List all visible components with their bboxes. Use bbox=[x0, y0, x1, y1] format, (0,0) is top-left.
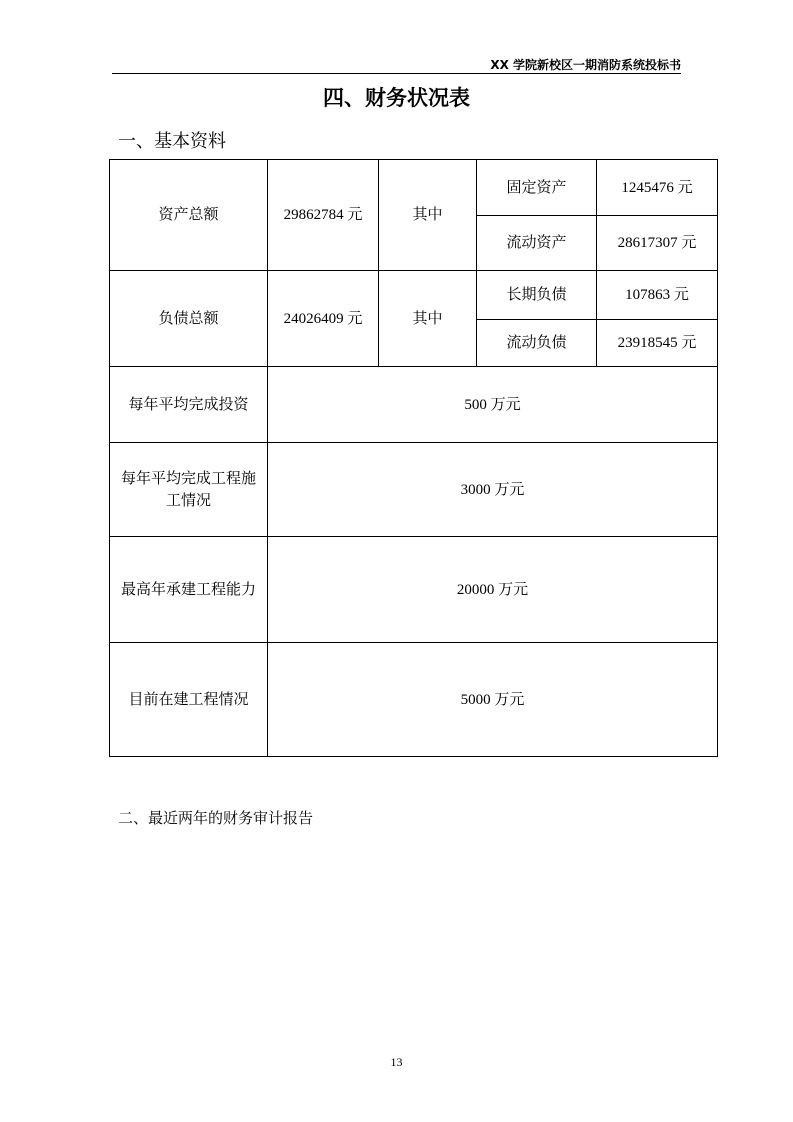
liabilities-total-value: 24026409 元 bbox=[268, 271, 379, 367]
document-header-title: XX 学院新校区一期消防系统投标书 bbox=[490, 58, 681, 72]
fixed-assets-value: 1245476 元 bbox=[597, 160, 718, 216]
assets-total-value: 29862784 元 bbox=[268, 160, 379, 271]
avg-annual-investment-label: 每年平均完成投资 bbox=[110, 367, 268, 443]
long-term-liabilities-label: 长期负债 bbox=[477, 271, 597, 320]
page-title: 四、财务状况表 bbox=[323, 86, 470, 110]
fixed-assets-label: 固定资产 bbox=[477, 160, 597, 216]
current-assets-value: 28617307 元 bbox=[597, 216, 718, 271]
current-projects-value: 5000 万元 bbox=[268, 643, 718, 757]
financial-status-table bbox=[109, 159, 718, 757]
section-audit-report-title: 二、最近两年的财务审计报告 bbox=[118, 809, 314, 827]
long-term-liabilities-value: 107863 元 bbox=[597, 271, 718, 320]
assets-total-label: 资产总额 bbox=[110, 160, 268, 271]
avg-annual-investment-value: 500 万元 bbox=[268, 367, 718, 443]
header-divider bbox=[112, 73, 681, 74]
liabilities-of-which-label: 其中 bbox=[379, 271, 477, 367]
current-projects-label: 目前在建工程情况 bbox=[110, 643, 268, 757]
assets-of-which-label: 其中 bbox=[379, 160, 477, 271]
avg-annual-construction-label: 每年平均完成工程施工情况 bbox=[110, 443, 268, 537]
current-liabilities-label: 流动负债 bbox=[477, 320, 597, 367]
avg-annual-construction-value: 3000 万元 bbox=[268, 443, 718, 537]
page-number: 13 bbox=[390, 1055, 403, 1069]
current-liabilities-value: 23918545 元 bbox=[597, 320, 718, 367]
max-annual-capacity-value: 20000 万元 bbox=[268, 537, 718, 643]
liabilities-total-label: 负债总额 bbox=[110, 271, 268, 367]
current-assets-label: 流动资产 bbox=[477, 216, 597, 271]
max-annual-capacity-label: 最高年承建工程能力 bbox=[110, 537, 268, 643]
section-basic-info-title: 一、基本资料 bbox=[118, 131, 226, 152]
